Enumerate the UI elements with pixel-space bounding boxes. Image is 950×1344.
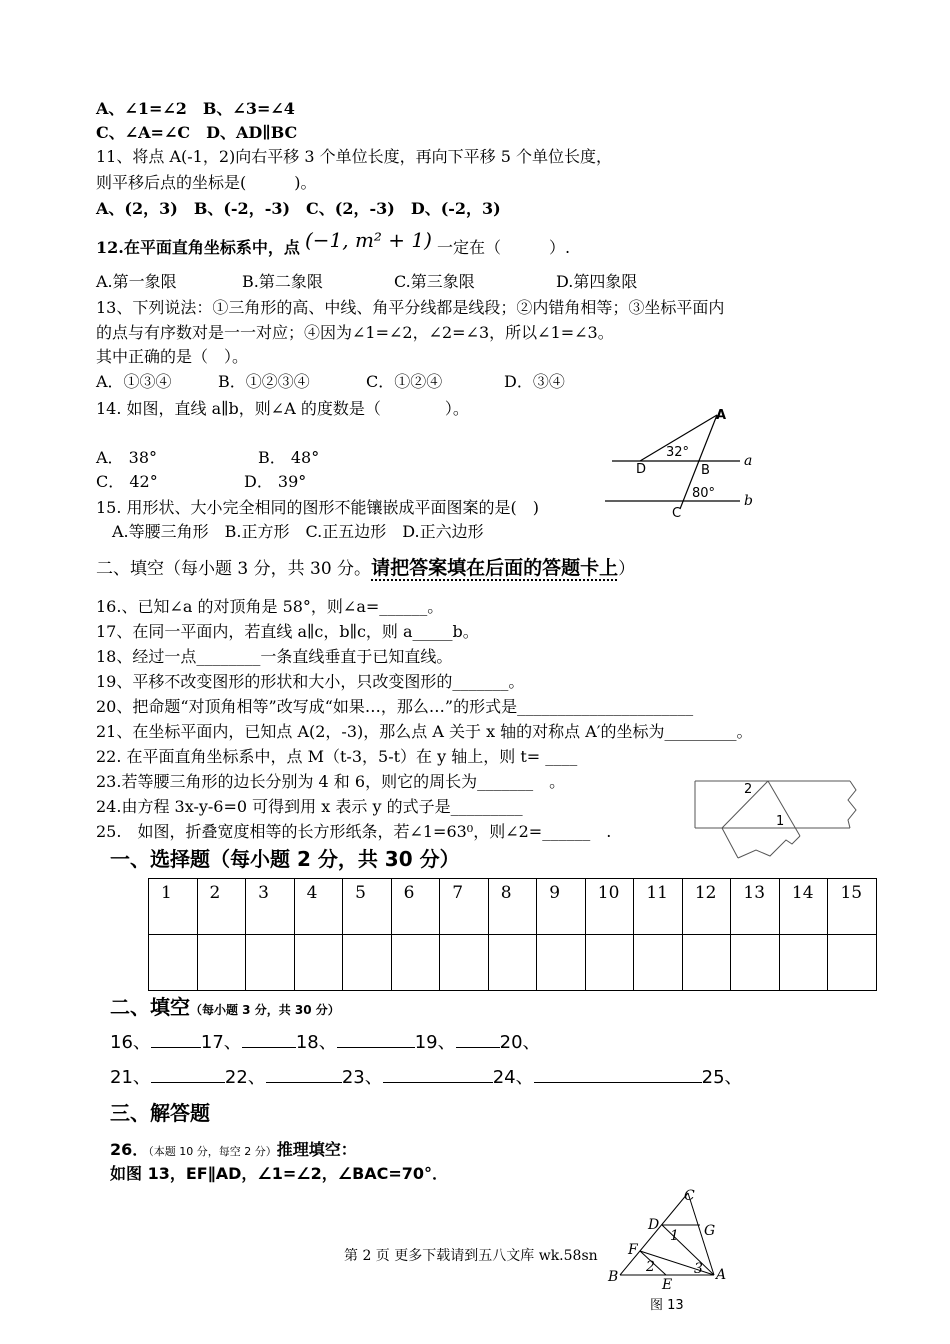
answer-cell[interactable] [731,935,780,991]
part2-header-end: ） [618,559,636,579]
q15-options: A.等腰三角形 B.正方形 C.正五边形 D.正六边形 [112,522,484,541]
answer-grid-number: 14 [779,879,828,935]
q14-line-a: a [744,453,753,469]
page-footer: 第 2 页 更多下载请到五八文库 wk.58sn [344,1248,598,1264]
q25-figure [690,776,865,866]
answer-cell[interactable] [537,935,586,991]
fig13-caption: 图 13 [650,1298,684,1313]
q12-option-c: C.第三象限 [394,272,475,291]
q12-prefix: 12.在平面直角坐标系中，点 [96,238,300,257]
q14-option-b: B． 48° [258,448,320,467]
answer-grid-number: 8 [488,879,537,935]
fill-label-16: 16、 [110,1032,151,1053]
q13-option-a: A．①③④ [96,372,172,391]
q14-angle-32: 32° [666,445,690,460]
figure-13 [600,1185,740,1313]
answer-cell[interactable] [197,935,246,991]
answer-cell[interactable] [634,935,683,991]
answer-grid-number: 4 [294,879,343,935]
answer-grid-number: 13 [731,879,780,935]
q14-line-b: b [744,493,753,509]
q13-option-c: C．①②④ [366,372,443,391]
fill-label-20: 20、 [499,1032,541,1053]
answer-card-section2-title [110,994,340,1023]
fig13-label-3: 3 [694,1261,703,1277]
fill-blank-23[interactable] [383,1068,493,1083]
answer-cell[interactable] [828,935,877,991]
answer-cell[interactable] [246,935,295,991]
q25-label-2: 2 [744,782,753,797]
q13-line2: 的点与有序数对是一一对应；④因为∠1=∠2，∠2=∠3，所以∠1=∠3。 [96,323,614,342]
q11-options: A、(2，3) B、(-2，-3) C、(2，-3) D、(-2，3) [96,199,501,218]
answer-grid-header-row [149,879,877,935]
q25-label-1: 1 [776,814,785,829]
part2-header-plain: 二、填空（每小题 3 分，共 30 分。 [96,559,372,579]
answer-grid-number: 11 [634,879,683,935]
fill-blank-18[interactable] [337,1033,415,1048]
q14-label-D: D [636,462,647,477]
answer-grid-number: 1 [149,879,198,935]
fill-blank-21[interactable] [151,1068,225,1083]
answer-cell[interactable] [294,935,343,991]
answer-cell[interactable] [391,935,440,991]
answer-grid-number: 15 [828,879,877,935]
q12-option-b: B.第二象限 [242,272,323,291]
fig13-label-E: E [662,1277,673,1293]
fill-label-22: 22、 [224,1067,266,1088]
q10-options-row1: A、∠1=∠2 B、∠3=∠4 [96,99,295,118]
fig13-label-G: G [704,1223,716,1239]
fill-blank-19[interactable] [456,1033,500,1048]
answer-grid-number: 6 [391,879,440,935]
fig13-label-F: F [628,1242,638,1258]
answer-cell[interactable] [779,935,828,991]
fill-q25: 25. 如图，折叠宽度相等的长方形纸条，若∠1=63⁰，则∠2=______ . [96,822,612,841]
answer-fill-row1 [110,1032,541,1054]
fill-q17: 17、在同一平面内，若直线 a∥c，b∥c，则 a_____b。 [96,622,479,641]
fig13-label-D: D [648,1217,660,1233]
answer-grid [148,878,877,991]
fill-label-17: 17、 [200,1032,242,1053]
fill-q18: 18、经过一点________一条直线垂直于已知直线。 [96,647,453,666]
fill-q22: 22. 在平面直角坐标系中，点 M（t-3，5-t）在 y 轴上，则 t= ____ [96,747,578,766]
fill-label-18: 18、 [295,1032,337,1053]
q14-option-a: A． 38° [96,448,158,467]
answer-cell[interactable] [149,935,198,991]
q14-angle-80: 80° [692,486,716,501]
q12-option-d: D.第四象限 [556,272,638,291]
answer-grid-number: 7 [440,879,489,935]
fig13-label-1: 1 [670,1228,679,1244]
q14-label-B: B [701,463,710,478]
fill-label-24: 24、 [492,1067,534,1088]
q14-option-d: D． 39° [244,472,307,491]
fill-q24: 24.由方程 3x-y-6=0 可得到用 x 表示 y 的式子是_________ [96,797,523,816]
fill-q21: 21、在坐标平面内，已知点 A(2，-3)，那么点 A 关于 x 轴的对称点 A′的坐标为_________。 [96,722,753,741]
answer-fill-row2 [110,1067,743,1089]
fill-label-21: 21、 [110,1067,151,1088]
answer-card-section3-title: 三、解答题 [110,1101,210,1125]
fig13-label-2: 2 [646,1259,655,1275]
part2-header [96,557,635,580]
answer-grid-number: 10 [585,879,634,935]
fig13-label-A: A [716,1267,727,1283]
q14-stem: 14. 如图，直线 a∥b，则∠A 的度数是（ ）。 [96,399,469,418]
part2-header-emphasis: 请把答案填在后面的答题卡上 [371,557,619,579]
q13-option-d: D．③④ [504,372,565,391]
fill-blank-16[interactable] [151,1033,201,1048]
fill-label-23: 23、 [341,1067,383,1088]
fill-blank-24[interactable] [534,1068,702,1083]
answer-grid-number: 9 [537,879,586,935]
fill-q19: 19、平移不改变图形的形状和大小，只改变图形的_______。 [96,672,525,691]
q12-option-a: A.第一象限 [96,272,177,291]
fill-blank-22[interactable] [266,1068,342,1083]
q14-label-A: A [716,408,727,423]
fill-label-19: 19、 [414,1032,456,1053]
q14-option-c: C． 42° [96,472,158,491]
fig13-label-C: C [684,1188,695,1204]
q26-statement: 如图 13，EF∥AD，∠1=∠2，∠BAC=70°． [110,1164,449,1183]
fill-blank-17[interactable] [242,1033,296,1048]
answer-cell[interactable] [585,935,634,991]
answer-grid-number: 12 [682,879,731,935]
answer-cell[interactable] [343,935,392,991]
answer-card-section1-title: 一、选择题（每小题 2 分，共 30 分） [110,847,460,871]
q26-number: 26． [110,1140,149,1159]
q12-suffix: 一定在（ ）. [437,238,571,257]
answer-cell[interactable] [488,935,537,991]
q14-label-C: C [672,506,682,520]
section2-note: （每小题 3 分，共 30 分） [190,1003,340,1017]
q11-stem-2: 则平移后点的坐标是( )。 [96,173,317,192]
q12-formula: (−1, m² + 1) [304,228,432,252]
q15-stem: 15. 用形状、大小完全相同的图形不能镶嵌成平面图案的是( ) [96,498,540,517]
fig13-label-B: B [608,1269,619,1285]
q13-line1: 13、下列说法：①三角形的高、中线、角平分线都是线段；②内错角相等；③坐标平面内 [96,298,725,317]
answer-cell[interactable] [440,935,489,991]
answer-grid-number: 3 [246,879,295,935]
q26-header [110,1139,357,1163]
q26-title: 推理填空： [276,1140,357,1159]
answer-grid-number: 2 [197,879,246,935]
answer-cell[interactable] [682,935,731,991]
q13-option-b: B．①②③④ [218,372,310,391]
answer-grid-number: 5 [343,879,392,935]
answer-grid-answer-row [149,935,877,991]
q13-line3: 其中正确的是（ ）。 [96,347,249,366]
fill-label-25: 25、 [701,1067,743,1088]
q10-options-row2: C、∠A=∠C D、AD∥BC [96,123,298,142]
q26-note: （本题 10 分，每空 2 分） [148,1145,277,1158]
q12-stem [96,228,571,259]
fill-q23: 23.若等腰三角形的边长分别为 4 和 6，则它的周长为_______ 。 [96,772,566,791]
fill-q16: 16.、已知∠a 的对顶角是 58°，则∠a=______。 [96,597,444,616]
fill-q20: 20、把命题“对顶角相等”改写成“如果…，那么…”的形式是______________________ [96,697,694,716]
section2-title-text: 二、填空 [110,995,190,1019]
q14-figure [600,405,770,520]
q11-stem-1: 11、将点 A(-1，2)向右平移 3 个单位长度，再向下平移 5 个单位长度， [96,147,612,166]
